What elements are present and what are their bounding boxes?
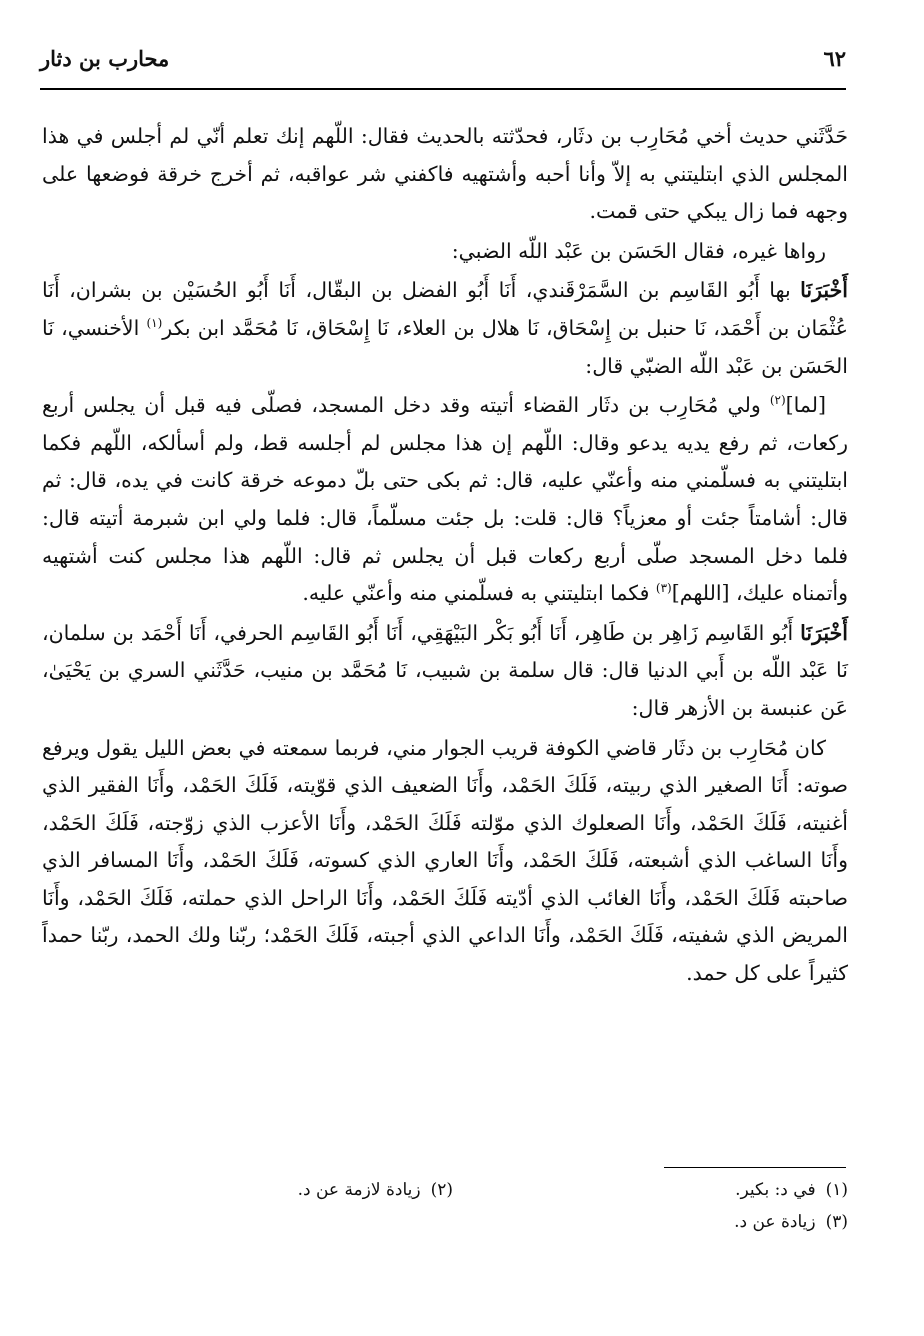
footnote-ref: (١) <box>146 316 163 331</box>
page-number: ٦٢ <box>823 46 846 71</box>
main-text <box>42 118 848 993</box>
paragraph: رواها غيره، فقال الحَسَن بن عَبْد اللّه الضبي: <box>451 238 826 263</box>
paragraph: كان مُحَارِب بن دثَار قاضي الكوفة قريب الجوار مني، فربما سمعته في بعض الليل يقول ويرفع صوته: أَنَا الصغير الذي ربيته، فَلَكَ الحَمْد، وأَنَا الضعيف الذي قوّيته، فَلَكَ الحَمْد، وأَنَا الفقير الذي أغنيته، فَلَكَ الحَمْد، وأَنَا الصعلوك الذي موّلته فَلَكَ الحَمْد، وأَنَا الأعزب الذي زوّجته، فَلَكَ الحَمْد، وأَنَا الساغب الذي أشبعته، فَلَكَ الحَمْد، وأَنَا العاري الذي كسوته، فَلَكَ الحَمْد، وأَنَا المسافر الذي صاحبته فَلَكَ الحَمْد، وأَنَا الغائب الذي أدّيته فَلَكَ الحَمْد، وأَنَا الراحل الذي حملته، فَلَكَ الحَمْد، وأَنَا المريض الذي شفيته، فَلَكَ الحَمْد، وأَنَا الداعي الذي أجبته، فَلَكَ الحَمْد؛ ربّنا ولك الحمد، ربّنا حمداً كثيراً على كل حمد. <box>42 735 848 986</box>
paragraph <box>42 615 848 728</box>
text-run: الأخنسي، نَا الحَسَن بن عَبْد اللّه الضبّي قال: <box>42 315 848 378</box>
text-run: ولي مُحَارِب بن دثَار القضاء أتيته وقد دخل المسجد، فصلّى فيه قبل أن يجلس أربع ركعات، ثم رفع يديه يدعو وقال: اللّهم إن هذا مجلس لم أجلسه قط، ولم أسألكه، اللّهم فكما ابتليتني به فسلّمني منه وأعنّي عليه، قال: ثم بكى حتى بلّ دموعه خرقة كانت في يده، قال: ثم قال: أشامتاً جئت أو معزياً؟ قال: قلت: بل جئت مسلّماً، قال: فلما ولي ابن شبرمة أتيته قال: فلما دخل المسجد صلّى أربع ركعات قبل أن يجلس ثم قال: اللّهم هذا مجلس كنت أشتهيه وأتمناه عليك، [اللهم] <box>42 393 848 606</box>
footnote-text: في د: بكير. <box>735 1180 816 1200</box>
page-header <box>40 42 846 92</box>
footnote-text: زيادة عن د. <box>734 1212 816 1232</box>
text-run: [لما] <box>785 393 826 418</box>
paragraph <box>42 272 848 385</box>
running-title: محارب بن دثار <box>40 46 170 71</box>
paragraph <box>42 387 848 613</box>
isnad-keyword: أَخْبَرَنَا <box>800 620 848 645</box>
footnote <box>734 1212 848 1232</box>
paragraph: حَدَّثَني حديث أخي مُحَارِب بن دثَار، فحدّثته بالحديث فقال: اللّهم إنك تعلم أنّي لم أجلس في هذا المجلس الذي ابتليتني به إلاّ وأنا أحبه وأشتهيه فاكفني شر عواقبه، ثم أخرج خرقة فوضعها على وجهه فما زال يبكي حتى قمت. <box>42 124 848 224</box>
header-rule <box>40 88 846 90</box>
footnote-number: (١) <box>825 1180 848 1200</box>
text-run: فكما ابتليتني به فسلّمني منه وأعنّي عليه. <box>302 581 656 606</box>
isnad-keyword: أَخْبَرَنَا <box>800 278 848 303</box>
footnote-number: (٢) <box>430 1180 453 1200</box>
footnote <box>735 1180 848 1200</box>
footnote-ref: (٣) <box>655 581 672 596</box>
text-run: بها أَبُو القَاسِم بن السَّمَرْقَندي، أَنَا أَبُو الفضل بن البقّال، أَنَا أَبُو الحُسَيْن بن بشران، أَنَا عُثْمَان بن أَحْمَد، نَا حنبل بن إِسْحَاق، نَا هلال بن العلاء، نَا إِسْحَاق، نَا مُحَمَّد ابن بكر <box>42 278 848 340</box>
text-run: أَبُو القَاسِم زَاهِر بن طَاهِر، أَنَا أَبُو بَكْر البَيْهَقِي، أَنَا أَبُو القَاسِم الحرفي، أَنَا أَحْمَد بن سلمان، نَا عَبْد اللّه بن أَبي الدنيا قال: قال سلمة بن شبيب، نَا مُحَمَّد بن منيب، حَدَّثَني السري بن يَحْيَىٰ، عَن عنبسة بن الأزهر قال: <box>42 620 848 720</box>
footnote-number: (٣) <box>825 1212 848 1232</box>
footnote-ref: (٢) <box>769 393 786 408</box>
footnote-text: زيادة لازمة عن د. <box>297 1180 421 1200</box>
footnote-rule <box>664 1167 846 1168</box>
footnote <box>298 1180 453 1200</box>
